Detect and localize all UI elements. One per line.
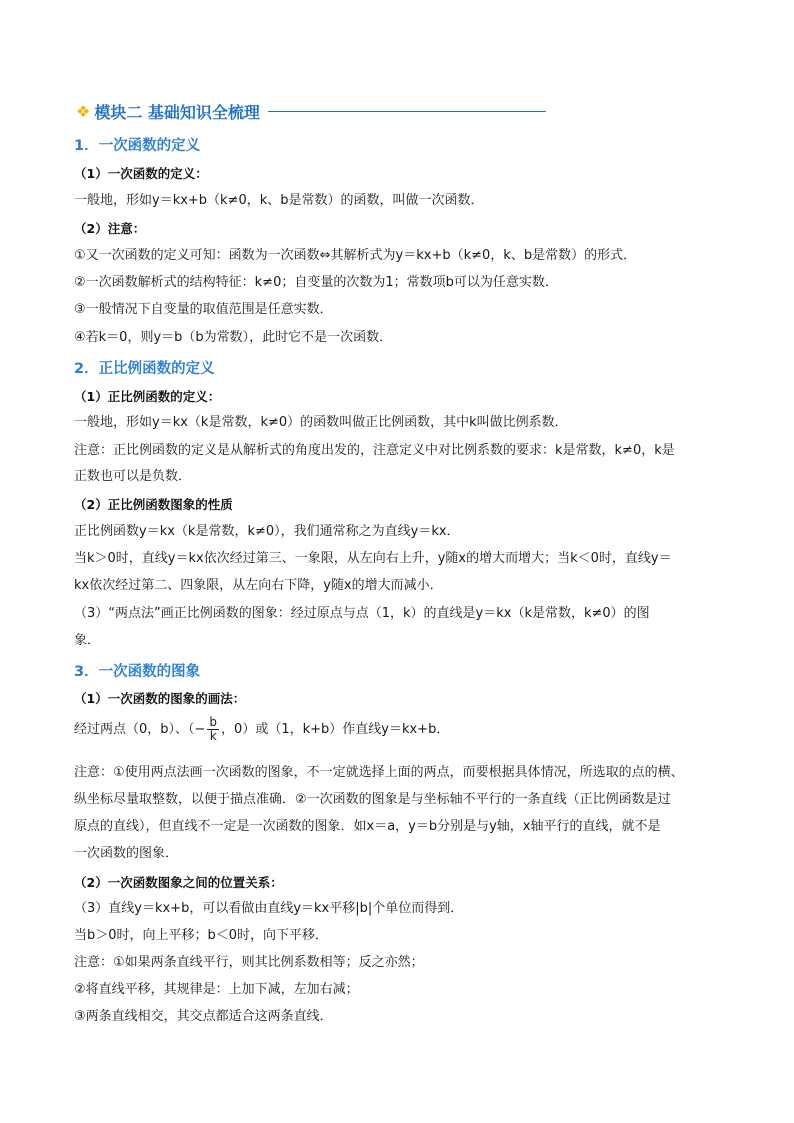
section-2-line-3: 正比例函数y＝kx（k是常数，k≠0），我们通常称之为直线y＝kx． bbox=[74, 524, 460, 539]
section-3-line-4: 当b＞0时，向上平移；b＜0时，向下平移． bbox=[74, 928, 329, 943]
section-1-sub-2: （2）注意： bbox=[74, 221, 146, 236]
section-1-line-3: ②一次函数解析式的结构特征：k≠0；自变量的次数为1；常数项b可以为任意实数． bbox=[74, 275, 558, 290]
section-1-heading: 1．一次函数的定义 bbox=[74, 138, 201, 154]
section-3-line-6: ②将直线平移，其规律是：上加下减，左加右减； bbox=[74, 982, 359, 997]
section-3-line-3: （3）直线y＝kx+b，可以看做由直线y＝kx平移|b|个单位而得到． bbox=[74, 901, 464, 916]
section-2-line-4b: kx依次经过第二、四象限，从左向右下降，y随x的增大而减小． bbox=[74, 578, 443, 593]
section-3-heading: 3．一次函数的图象 bbox=[74, 664, 201, 680]
fraction-numerator: b bbox=[209, 715, 218, 729]
section-2-sub-1: （1）正比例函数的定义： bbox=[74, 389, 221, 404]
section-1-line-1: 一般地，形如y＝kx+b（k≠0，k、b是常数）的函数，叫做一次函数． bbox=[74, 193, 484, 208]
section-2-line-2a: 注意：正比例函数的定义是从解析式的角度出发的，注意定义中对比例系数的要求：k是常数，k≠0，k是 bbox=[74, 443, 675, 458]
fraction-denominator: k bbox=[209, 729, 217, 743]
section-3-line-2a: 注意：①使用两点法画一次函数的图象，不一定就选择上面的两点，而要根据具体情况，所选取的点的横、 bbox=[74, 765, 684, 780]
section-3-sub-2: （2）一次函数图象之间的位置关系： bbox=[74, 875, 283, 890]
section-3-line-2c: 原点的直线），但直线不一定是一次函数的图象．如x＝a，y＝b分别是与y轴，x轴平行的直线，就不是 bbox=[74, 819, 661, 834]
section-1-line-4: ③一般情况下自变量的取值范围是任意实数． bbox=[74, 302, 333, 317]
module-title: 模块二 基础知识全梳理 bbox=[94, 102, 260, 122]
section-3-line-7: ③两条直线相交，其交点都适合这两条直线． bbox=[74, 1009, 333, 1024]
section-3-line-1-post: ，0）或（1，k+b）作直线y＝kx+b． bbox=[221, 722, 450, 737]
section-3-line-1 bbox=[74, 716, 449, 743]
section-2-line-4a: 当k＞0时，直线y＝kx依次经过第三、一象限，从左向右上升，y随x的增大而增大；当k＜0时，直线y＝ bbox=[74, 551, 672, 566]
section-3-line-1-pre: 经过两点（0，b）、（− bbox=[74, 722, 206, 737]
double-diamond-icon: ❖ bbox=[76, 101, 91, 121]
section-1-sub-1: （1）一次函数的定义： bbox=[74, 166, 208, 181]
section-3-line-2d: 一次函数的图象． bbox=[74, 846, 179, 861]
section-2-line-5b: 象． bbox=[74, 633, 101, 648]
fraction-b-over-k bbox=[207, 716, 219, 743]
section-1-line-2: ①又一次函数的定义可知：函数为一次函数⇔其解析式为y＝kx+b（k≠0，k、b是常数）的形式． bbox=[74, 248, 637, 263]
section-3-line-2b: 纵坐标尽量取整数，以便于描点准确．②一次函数的图象是与坐标轴不平行的一条直线（正比例函数是过 bbox=[74, 792, 671, 807]
module-header-rule bbox=[268, 111, 546, 112]
section-2-line-2b: 正数也可以是负数． bbox=[74, 469, 192, 484]
section-2-line-5a: （3）“两点法”画正比例函数的图象：经过原点与点（1，k）的直线是y＝kx（k是常数，k≠0）的图 bbox=[74, 606, 650, 621]
section-2-line-1: 一般地，形如y＝kx（k是常数，k≠0）的函数叫做正比例函数，其中k叫做比例系数． bbox=[74, 415, 568, 430]
section-3-sub-1: （1）一次函数的图象的画法： bbox=[74, 691, 246, 706]
section-1-line-5: ④若k＝0，则y＝b（b为常数），此时它不是一次函数． bbox=[74, 330, 393, 345]
section-2-sub-2: （2）正比例函数图象的性质 bbox=[74, 497, 233, 512]
section-3-line-5: 注意：①如果两条直线平行，则其比例系数相等；反之亦然； bbox=[74, 955, 424, 970]
module-header bbox=[76, 99, 546, 123]
section-2-heading: 2．正比例函数的定义 bbox=[74, 361, 215, 377]
